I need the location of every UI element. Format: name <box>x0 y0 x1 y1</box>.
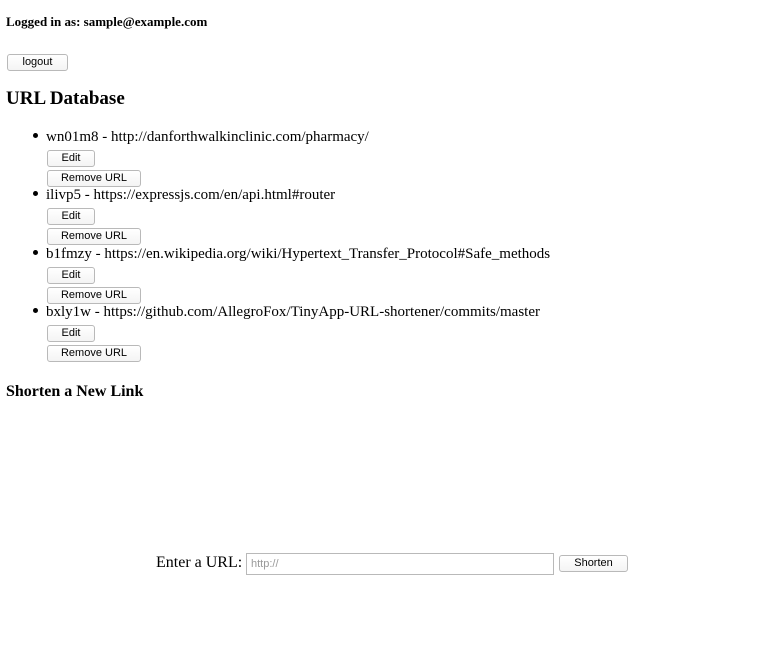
url-entry: wn01m8 - http://danforthwalkinclinic.com/pharmacy/ <box>46 129 369 145</box>
edit-button[interactable]: Edit <box>47 267 95 284</box>
short-url-id: ilivp5 <box>46 187 82 204</box>
bullet-icon <box>33 250 38 255</box>
list-item <box>0 128 773 186</box>
list-item <box>0 303 773 361</box>
list-item <box>0 186 773 244</box>
shorten-button[interactable]: Shorten <box>559 555 628 572</box>
url-entry: b1fmzy - https://en.wikipedia.org/wiki/Hypertext_Transfer_Protocol#Safe_methods <box>46 245 551 262</box>
remove-url-button[interactable]: Remove URL <box>47 287 141 304</box>
list-item <box>0 245 773 303</box>
edit-button[interactable]: Edit <box>47 325 95 342</box>
edit-button[interactable]: Edit <box>47 208 95 225</box>
remove-url-button[interactable]: Remove URL <box>47 170 141 187</box>
short-url-id: bxly1w <box>46 303 91 320</box>
remove-url-button[interactable]: Remove URL <box>47 345 141 362</box>
edit-button[interactable]: Edit <box>47 150 95 167</box>
url-entry: ilivp5 - https://expressjs.com/en/api.html#router <box>46 187 336 204</box>
long-url: https://expressjs.com/en/api.html#router <box>93 187 336 204</box>
bullet-icon <box>33 308 38 313</box>
url-input[interactable] <box>246 553 554 575</box>
shorten-section-title: Shorten a New Link <box>6 383 144 400</box>
long-url: https://github.com/AllegroFox/TinyApp-URL-shortener/commits/master <box>103 303 541 320</box>
login-status: Logged in as: sample@example.com <box>6 14 208 29</box>
short-url-id: b1fmzy <box>46 245 92 262</box>
url-input-label: Enter a URL: <box>156 554 243 571</box>
logout-button[interactable]: logout <box>7 54 68 71</box>
long-url: https://en.wikipedia.org/wiki/Hypertext_Transfer_Protocol#Safe_methods <box>104 245 551 262</box>
bullet-icon <box>33 133 38 138</box>
url-list <box>0 128 773 361</box>
page-title: URL Database <box>6 88 125 109</box>
url-entry: bxly1w - https://github.com/AllegroFox/TinyApp-URL-shortener/commits/master <box>46 303 541 320</box>
shorten-form <box>156 552 636 576</box>
remove-url-button[interactable]: Remove URL <box>47 228 141 245</box>
bullet-icon <box>33 191 38 196</box>
long-url: http://danforthwalkinclinic.com/pharmacy/ <box>111 129 369 145</box>
short-url-id: wn01m8 <box>46 129 99 145</box>
